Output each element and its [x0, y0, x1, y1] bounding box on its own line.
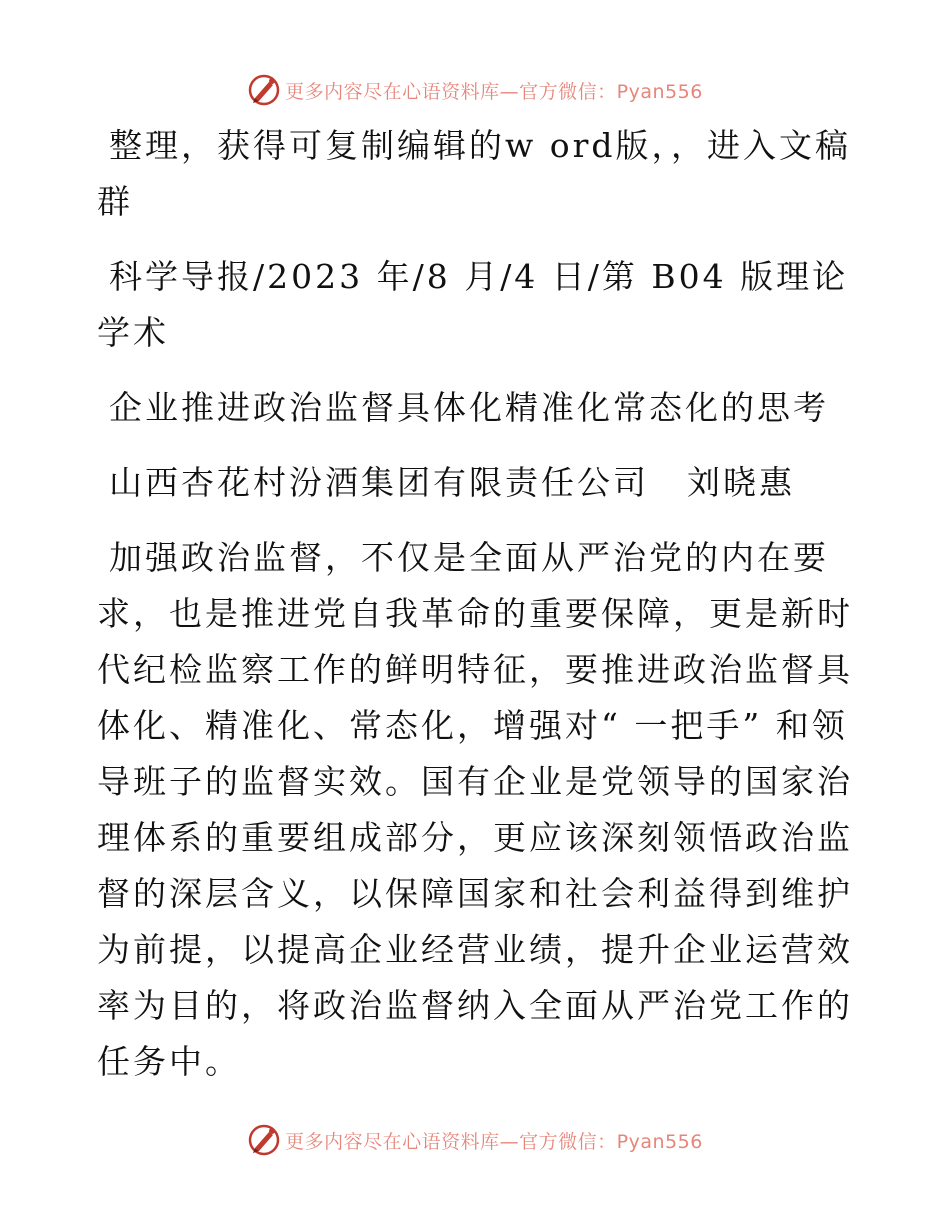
source-line: 科学导报/2023 年/8 月/4 日/第 B04 版理论学术 [97, 257, 849, 352]
pen-in-circle-logo-icon [247, 73, 281, 107]
author-organization: 山西杏花村汾酒集团有限责任公司 [109, 463, 649, 502]
article-title: 企业推进政治监督具体化精准化常态化的思考 [109, 388, 829, 427]
watermark-text: 更多内容尽在心语资料库—官方微信：Pyan556 [285, 1130, 703, 1153]
body-paragraph: 加强政治监督，不仅是全面从严治党的内在要求，也是推进党自我革命的重要保障，更是新时代纪检监察工作的鲜明特征，要推进政治监督具体化、精准化、常态化，增强对“ 一把手” 和领导班子的监督实效。国有企业是党领导的国家治理体系的重要组成部分，更应该深刻领悟政治监督的深层含义，以保障国家和社会利益得到维护为前提，以提高企业经营业绩，提升企业运营效率为目的，将政治监督纳入全面从严治党工作的任务中。 [97, 538, 853, 1081]
author-line [97, 455, 857, 511]
footer-watermark [0, 1120, 950, 1160]
author-name: 刘晓惠 [687, 463, 795, 502]
header-watermark [0, 70, 950, 110]
watermark-text: 更多内容尽在心语资料库—官方微信：Pyan556 [285, 80, 703, 103]
document-body [97, 118, 857, 1090]
intro-line: 整理，获得可复制编辑的w ord版，，进入文稿群 [97, 126, 852, 221]
pen-in-circle-logo-icon [247, 1123, 281, 1157]
